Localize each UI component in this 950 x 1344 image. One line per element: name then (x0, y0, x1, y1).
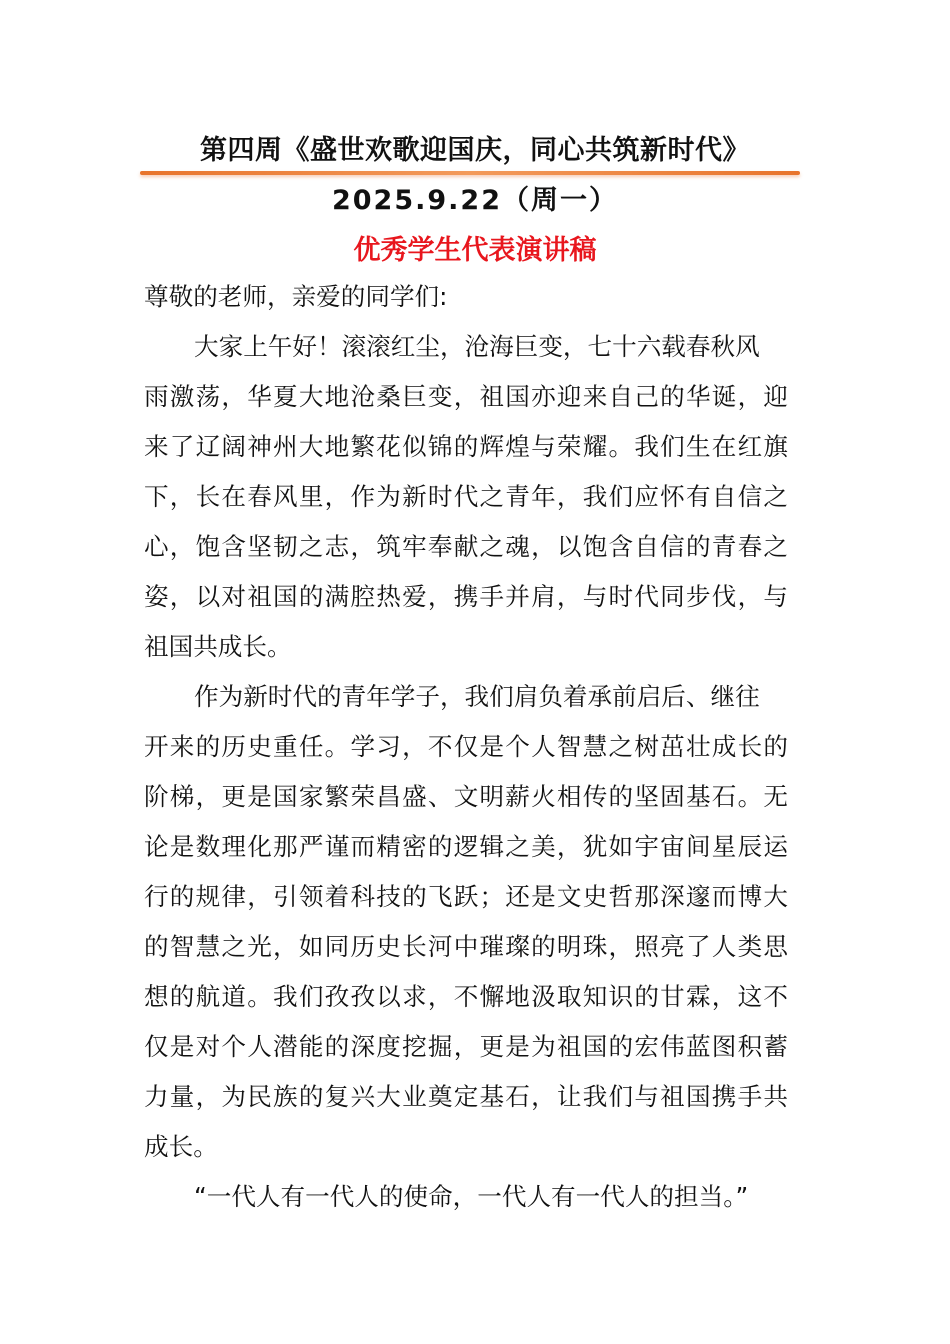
paragraph-line: 来了辽阔神州大地繁花似锦的辉煌与荣耀。我们生在红旗 (144, 432, 788, 461)
paragraph-line: 阶梯，更是国家繁荣昌盛、文明薪火相传的坚固基石。无 (144, 782, 788, 811)
paragraph-line: 心，饱含坚韧之志，筑牢奉献之魂，以饱含自信的青春之 (144, 532, 788, 561)
paragraph-line: 雨激荡，华夏大地沧桑巨变，祖国亦迎来自己的华诞，迎 (144, 382, 788, 411)
document-subtitle: 优秀学生代表演讲稿 (353, 235, 597, 266)
paragraph-line: 想的航道。我们孜孜以求，不懈地汲取知识的甘霖，这不 (144, 982, 788, 1011)
paragraph-line: 开来的历史重任。学习，不仅是个人智慧之树茁壮成长的 (144, 732, 788, 761)
paragraph-line: 仅是对个人潜能的深度挖掘，更是为祖国的宏伟蓝图积蓄 (144, 1032, 788, 1061)
document-date: 2025.9.22（周一） (331, 185, 619, 216)
paragraph-2 (144, 672, 788, 1172)
paragraph-line: 论是数理化那严谨而精密的逻辑之美，犹如宇宙间星辰运 (144, 832, 788, 861)
paragraph-3 (144, 1172, 788, 1222)
greeting-line: 尊敬的老师，亲爱的同学们: (144, 282, 448, 311)
title-underline (140, 171, 800, 175)
paragraph-line: 成长。 (144, 1132, 218, 1161)
document-title: 第四周《盛世欢歌迎国庆，同心共筑新时代》 (200, 135, 750, 166)
paragraph-line: 大家上午好！滚滚红尘，沧海巨变，七十六载春秋风 (194, 332, 760, 361)
paragraph-line: 的智慧之光，如同历史长河中璀璨的明珠，照亮了人类思 (144, 932, 788, 961)
document-body (144, 272, 788, 1222)
paragraph-1 (144, 322, 788, 672)
paragraph-line: 姿，以对祖国的满腔热爱，携手并肩，与时代同步伐，与 (144, 582, 788, 611)
paragraph-line: 下，长在春风里，作为新时代之青年，我们应怀有自信之 (144, 482, 788, 511)
paragraph-line: 行的规律，引领着科技的飞跃；还是文史哲那深邃而博大 (144, 882, 788, 911)
paragraph-line: “一代人有一代人的使命，一代人有一代人的担当。” (194, 1182, 749, 1211)
paragraph-line: 力量，为民族的复兴大业奠定基石，让我们与祖国携手共 (144, 1082, 788, 1111)
paragraph-line: 祖国共成长。 (144, 632, 292, 661)
paragraph-line: 作为新时代的青年学子，我们肩负着承前启后、继往 (194, 682, 760, 711)
